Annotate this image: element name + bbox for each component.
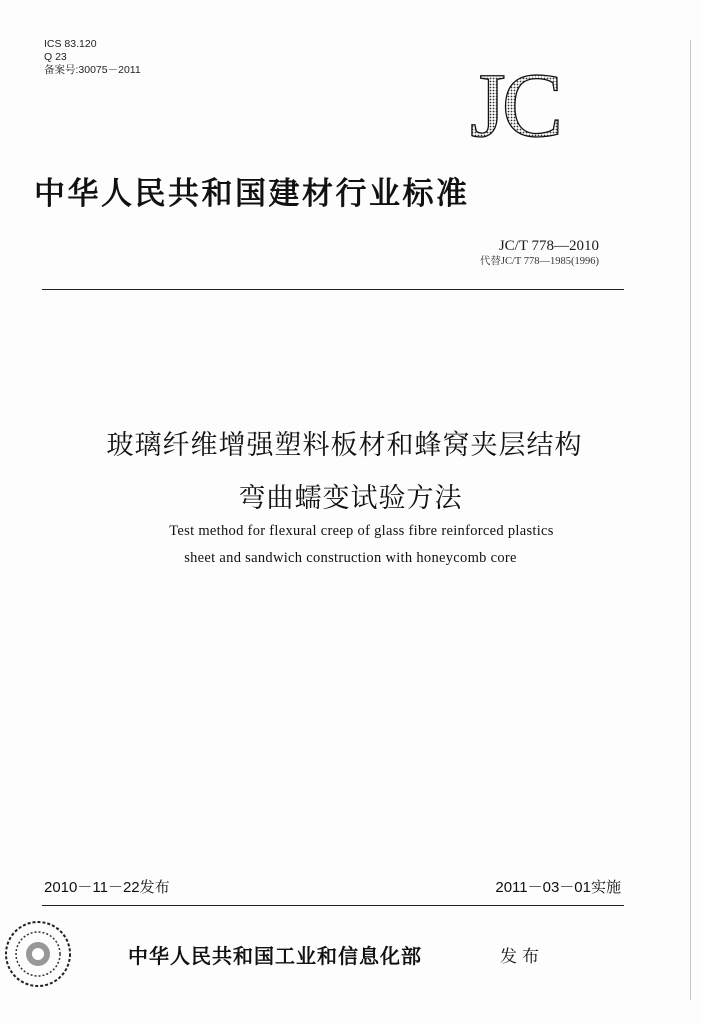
- issue-date: 2010－11－22发布: [44, 879, 170, 896]
- filing-number: 备案号:30075－2011: [44, 64, 141, 76]
- title-en-line1: Test method for flexural creep of glass fibre reinforced plastics: [169, 523, 554, 539]
- page-edge-line: [690, 40, 691, 1000]
- ccs-code: Q 23: [44, 51, 67, 63]
- publisher-name: 中华人民共和国工业和信息化部: [128, 944, 422, 968]
- divider-top: [42, 289, 624, 290]
- standard-number-block: [480, 238, 599, 270]
- title-cn-line2: 弯曲蠕变试验方法: [238, 483, 463, 514]
- divider-bottom: [42, 905, 624, 906]
- publisher-seal-icon: [2, 918, 74, 990]
- title-cn-line1: 玻璃纤维增强塑料板材和蜂窝夹层结构: [106, 430, 583, 461]
- publish-label: 发布: [500, 947, 544, 967]
- replaces-standard: 代替JC/T 778—1985(1996): [479, 256, 599, 267]
- effective-date: 2011－03－01实施: [495, 879, 621, 896]
- standard-number: JC/T 778—2010: [498, 238, 599, 254]
- ics-code: ICS 83.120: [44, 38, 97, 50]
- classification-block: [44, 38, 141, 77]
- jc-logo: [468, 62, 608, 142]
- standard-category-title: 中华人民共和国建材行业标准: [34, 176, 470, 212]
- title-en-line2: sheet and sandwich construction with honeycomb core: [184, 550, 517, 566]
- jc-logo-text: JC: [470, 62, 560, 142]
